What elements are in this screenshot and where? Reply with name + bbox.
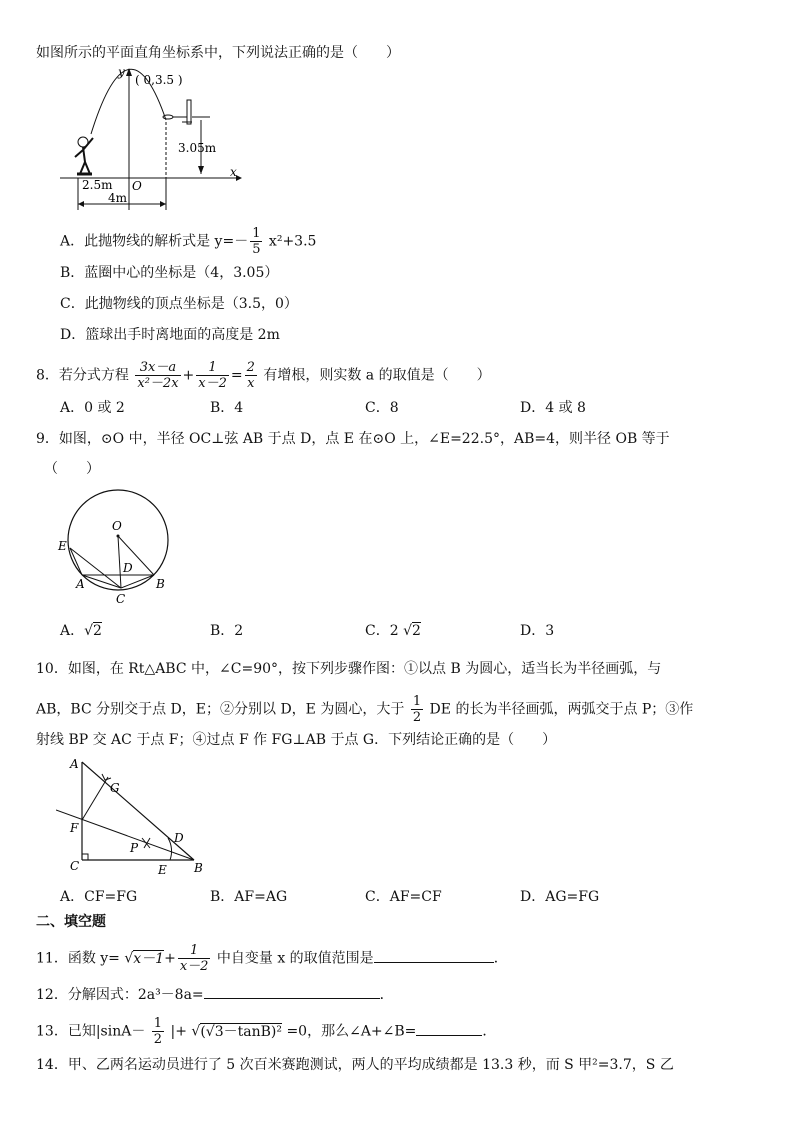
q9-stem: 9．如图，⊙O 中，半径 OC⊥弦 AB 于点 D，点 E 在⊙O 上，∠E=22.5°，AB=4，则半径 OB 等于 xyxy=(36,431,670,447)
answer-blank[interactable] xyxy=(416,1021,482,1036)
answer-blank[interactable] xyxy=(374,948,494,963)
left-distance-label: 2.5m xyxy=(82,178,113,192)
label-b: B xyxy=(194,861,203,875)
sqrt-icon: √ xyxy=(191,1023,201,1040)
q9-option-d[interactable]: D．3 xyxy=(520,623,555,639)
y-axis-label: y xyxy=(118,65,125,79)
q10-option-b[interactable]: B．AF=AG xyxy=(210,889,288,905)
q8-option-b[interactable]: B．4 xyxy=(210,400,244,416)
q10-line1: 10．如图，在 Rt△ABC 中，∠C=90°，按下列步骤作图：①以点 B 为圆心，适当长为半径画弧，与 xyxy=(36,661,662,677)
width-label: 4m xyxy=(108,191,128,205)
q7-option-a[interactable]: A．此抛物线的解析式是 y=－ $\frac{1}{5}$ x²+3.5 xyxy=(60,226,317,257)
fraction: $\frac{1}{x-2}$ xyxy=(179,943,209,974)
q12: 12．分解因式：2a³－8a= ． xyxy=(36,984,394,1004)
q7-option-b[interactable]: B．蓝圈中心的坐标是（4，3.05） xyxy=(60,265,279,281)
q9-paren: （ ） xyxy=(44,461,100,477)
label-e: E xyxy=(58,539,67,553)
q8-stem: 8．若分式方程 $\frac{3x-a}{\text{x²－2x}}$ + $\frac{1}{x-2}$ = $\frac{2}{x}$ 有增根，则实数 a 的取值是（ ） xyxy=(36,360,491,391)
q7-option-d[interactable]: D．篮球出手时离地面的高度是 2m xyxy=(60,327,280,343)
q13: 13．已知|sinA－ $\frac{1}{2}$ |+ √(√3－tanB)² =0，那么∠A+∠B= ． xyxy=(36,1016,497,1047)
vertex-label: ( 0,3.5 ) xyxy=(135,73,183,87)
q8-option-d[interactable]: D．4 或 8 xyxy=(520,400,586,416)
q10-line2: AB，BC 分别交于点 D，E；②分别以 D，E 为圆心，大于 $\frac{1}{2}$ DE 的长为半径画弧，两弧交于点 P；③作 xyxy=(36,694,694,725)
fraction-3: $\frac{2}{x}$ xyxy=(246,360,255,391)
label-a: A xyxy=(76,577,85,591)
q10-figure xyxy=(56,754,212,880)
q11: 11．函数 y= √x－1+ $\frac{1}{x-2}$ 中自变量 x 的取值范围是 ． xyxy=(36,943,508,974)
sqrt-icon: √ xyxy=(124,950,134,967)
fraction-2: $\frac{1}{x-2}$ xyxy=(198,360,227,391)
label-g: G xyxy=(110,781,120,795)
label-a: A xyxy=(70,757,79,771)
q10-option-c[interactable]: C．AF=CF xyxy=(365,889,442,905)
section-heading: 二、填空题 xyxy=(36,914,106,930)
label-c: C xyxy=(116,592,126,606)
fraction: $\frac{1}{2}$ xyxy=(153,1016,163,1047)
q7-stem: 如图所示的平面直角坐标系中，下列说法正确的是（ ） xyxy=(36,45,400,61)
q7-option-c[interactable]: C．此抛物线的顶点坐标是（3.5，0） xyxy=(60,296,298,312)
x-axis-label: x xyxy=(230,165,237,179)
q7-figure xyxy=(60,62,250,214)
q8-option-a[interactable]: A．0 或 2 xyxy=(60,400,125,416)
label-o: O xyxy=(112,519,122,533)
label-b: B xyxy=(156,577,165,591)
q9-option-a[interactable]: A．√2 xyxy=(60,623,102,639)
q9-option-c[interactable]: C．2 √2 xyxy=(365,623,421,639)
origin-label: O xyxy=(132,179,142,193)
q8-option-c[interactable]: C．8 xyxy=(365,400,399,416)
label-c: C xyxy=(70,859,80,873)
sqrt-icon: √ xyxy=(84,623,94,639)
q9-option-b[interactable]: B．2 xyxy=(210,623,244,639)
label-e: E xyxy=(158,863,167,877)
q10-line3: 射线 BP 交 AC 于点 F；④过点 F 作 FG⊥AB 于点 G．下列结论正确的是（ ） xyxy=(36,732,557,748)
fraction: $\frac{1}{5}$ xyxy=(252,226,261,257)
q10-option-d[interactable]: D．AG=FG xyxy=(520,889,600,905)
label-p: P xyxy=(130,841,139,855)
sqrt-icon: √ xyxy=(403,623,412,639)
q14: 14．甲、乙两名运动员进行了 5 次百米赛跑测试，两人的平均成绩都是 13.3 秒，而 S 甲²=3.7，S 乙 xyxy=(36,1057,674,1073)
half-fraction: $\frac{1}{2}$ xyxy=(412,694,422,725)
fraction-1: $\frac{3x-a}{\text{x²－2x}}$ xyxy=(137,360,179,391)
label-f: F xyxy=(70,821,79,835)
q10-option-a[interactable]: A．CF=FG xyxy=(60,889,138,905)
q9-figure xyxy=(52,486,182,610)
label-d: D xyxy=(174,831,184,845)
answer-blank[interactable] xyxy=(204,984,380,999)
label-d: D xyxy=(123,561,133,575)
height-label: 3.05m xyxy=(178,141,217,155)
